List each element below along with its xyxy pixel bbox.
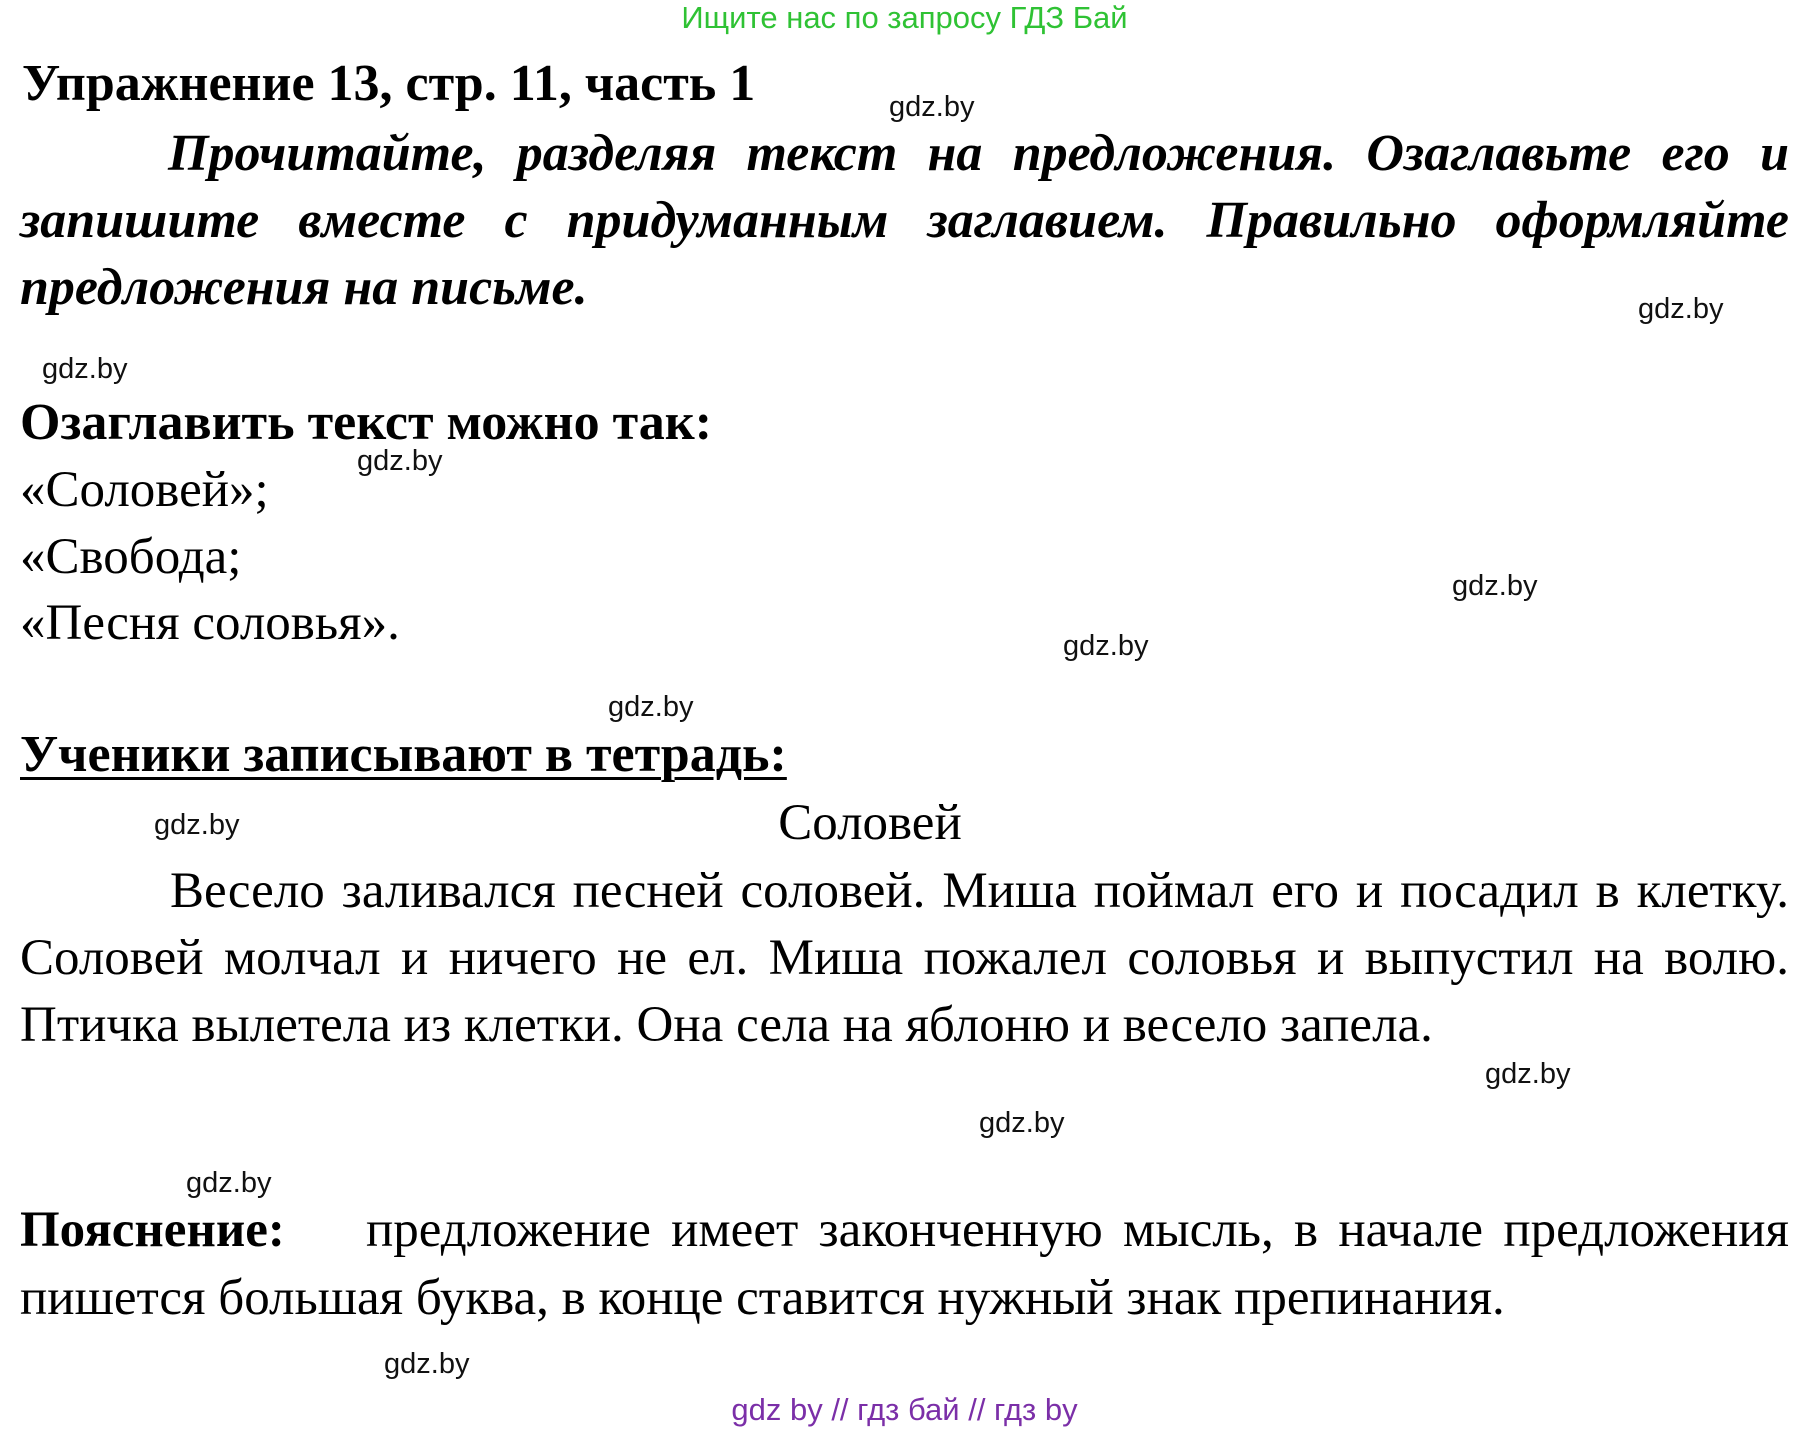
titles-heading: Озаглавить текст можно так: — [20, 394, 713, 451]
watermark: gdz.by — [608, 691, 694, 723]
exercise-title: Упражнение 13, стр. 11, часть 1 — [22, 55, 756, 112]
watermark: gdz.by — [1638, 293, 1724, 325]
watermark: gdz.by — [889, 91, 975, 123]
title-option-2: «Свобода; — [20, 529, 242, 585]
watermark: gdz.by — [186, 1167, 272, 1199]
explanation — [20, 1196, 1789, 1332]
watermark: gdz.by — [384, 1348, 470, 1380]
explanation-text: предложение имеет законченную мысль, в начале предложения пишется большая буква, в конце ставится нужный знак препинания. — [20, 1202, 1789, 1326]
top-banner: Ищите нас по запросу ГДЗ Бай — [681, 0, 1128, 35]
watermark: gdz.by — [1485, 1058, 1571, 1090]
watermark: gdz.by — [357, 445, 443, 477]
notebook-heading: Ученики записывают в тетрадь: — [20, 726, 787, 783]
watermark: gdz.by — [979, 1107, 1065, 1139]
title-option-3: «Песня соловья». — [20, 595, 400, 651]
story-title: Соловей — [778, 795, 962, 851]
watermark: gdz.by — [42, 353, 128, 385]
watermark: gdz.by — [154, 809, 240, 841]
story-text: Весело заливался песней соловей. Миша поймал его и посадил в клетку. Соловей молчал и ничего не ел. Миша пожалел соловья и выпустил на волю. Птичка вылетела из клетки. Она села на яблоню и весело запела. — [20, 863, 1789, 1053]
title-option-1: «Соловей»; — [20, 462, 269, 518]
explanation-label: Пояснение: — [20, 1202, 285, 1258]
watermark: gdz.by — [1063, 630, 1149, 662]
task-text: Прочитайте, разделяя текст на предложения. Озаглавьте его и запишите вместе с придуманным заглавием. Правильно оформляйте предложения на письме. — [20, 125, 1789, 316]
footer-links: gdz by // гдз бай // гдз by — [731, 1392, 1078, 1427]
watermark: gdz.by — [1452, 570, 1538, 602]
